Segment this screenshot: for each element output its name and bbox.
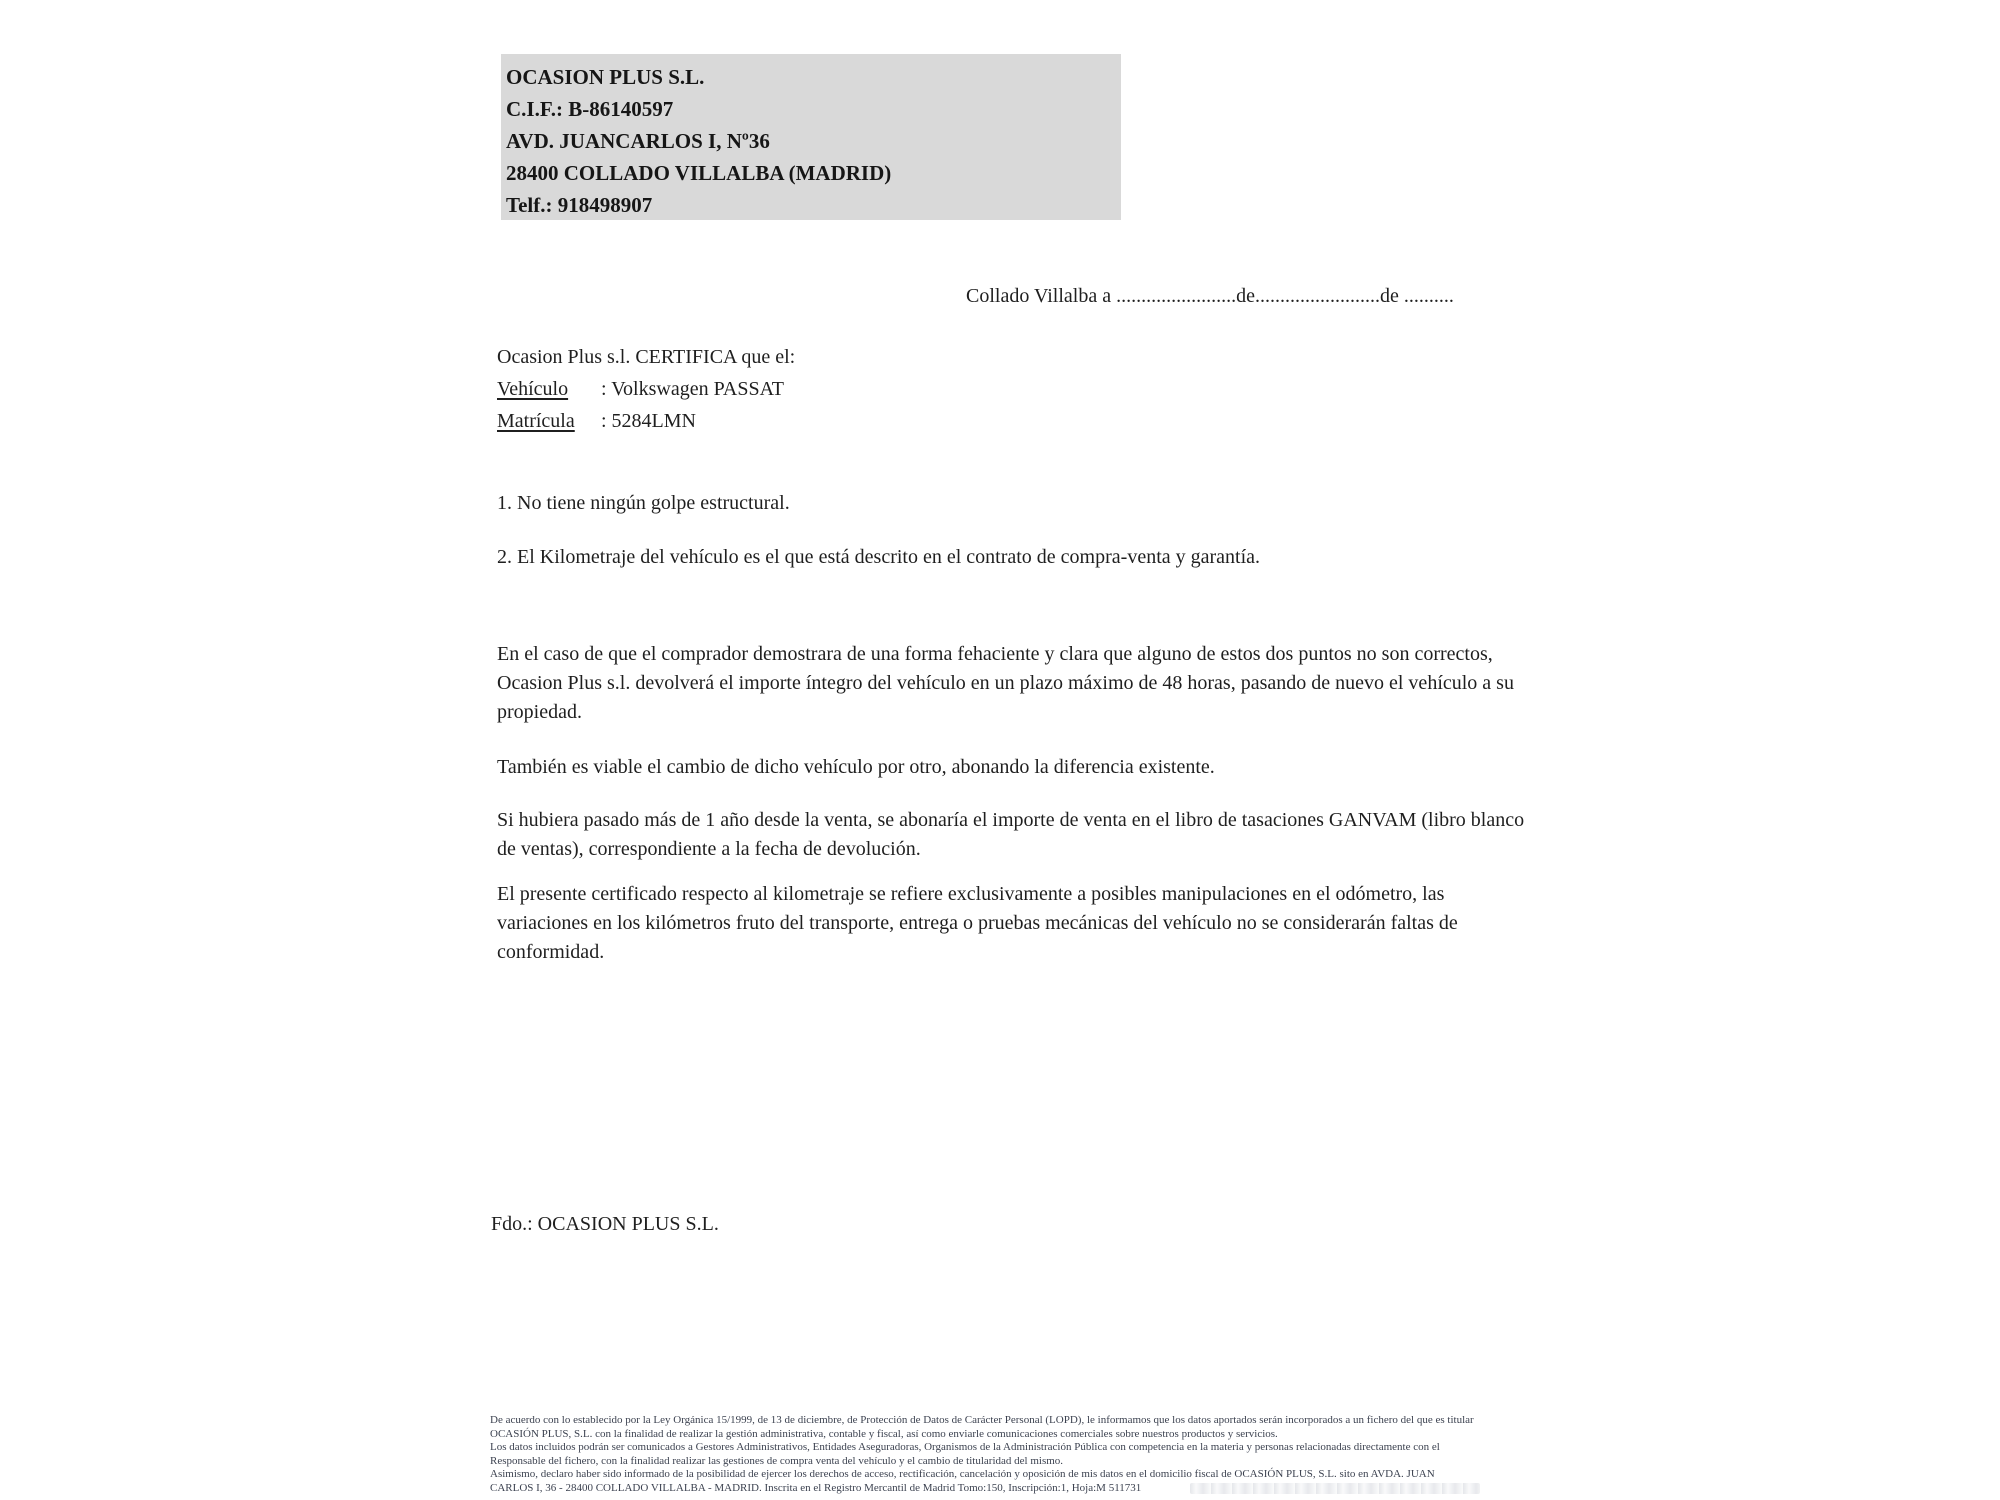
legal-line: OCASIÓN PLUS, S.L. con la finalidad de realizar la gestión administrativa, contable y fiscal, así como enviarle comunicaciones comerciales sobre nuestros productos y servicios.	[490, 1427, 1278, 1440]
certified-point-1: 1. No tiene ningún golpe estructural.	[497, 492, 790, 514]
legal-line: Responsable del fichero, con la finalidad realizar las gestiones de compra venta del vehículo y el cambio de titularidad del mismo.	[490, 1454, 1064, 1467]
date-fill-in-line: Collado Villalba a ........................de.........................de ..........	[966, 285, 1454, 307]
certificate-intro: Ocasion Plus s.l. CERTIFICA que el:	[497, 346, 796, 368]
paragraph-exchange: También es viable el cambio de dicho vehículo por otro, abonando la diferencia existente.	[497, 756, 1215, 778]
paragraph-ganvam: Si hubiera pasado más de 1 año desde la venta, se abonaría el importe de venta en el libro de tasaciones GANVAM (libro blanco de ventas), correspondiente a la fecha de devolución.	[497, 809, 1525, 860]
company-name: OCASION PLUS S.L.	[506, 65, 705, 89]
signature-line: Fdo.: OCASION PLUS S.L.	[491, 1213, 719, 1235]
vehicle-value: : Volkswagen PASSAT	[601, 378, 785, 400]
certified-point-2: 2. El Kilometraje del vehículo es el que está descrito en el contrato de compra-venta y garantía.	[497, 546, 1261, 568]
plate-label-wrap	[497, 410, 601, 433]
vehicle-row	[497, 378, 784, 401]
vehicle-label-wrap	[497, 378, 601, 401]
company-address: AVD. JUANCARLOS I, Nº36	[506, 129, 770, 153]
company-phone: Telf.: 918498907	[506, 193, 653, 217]
company-city: 28400 COLLADO VILLALBA (MADRID)	[506, 161, 892, 185]
legal-line: De acuerdo con lo establecido por la Ley Orgánica 15/1999, de 13 de diciembre, de Protección de Datos de Carácter Personal (LOPD), le informamos que los datos aportados serán incorporados a un fichero del que es titular	[490, 1414, 1474, 1426]
legal-line: Asimismo, declaro haber sido informado de la posibilidad de ejercer los derechos de acceso, rectificación, cancelación y oposición de mis datos en el domicilio fiscal de OCASIÓN PLUS, S.L. sito en AVDA. JUAN	[490, 1468, 1435, 1480]
legal-line: CARLOS I, 36 - 28400 COLLADO VILLALBA - MADRID. Inscrita en el Registro Mercantil de Madrid Tomo:150, Inscripción:1, Hoja:M 511731	[490, 1481, 1142, 1494]
scan-artifact	[1190, 1483, 1480, 1494]
company-header-block	[501, 54, 1121, 220]
plate-row	[497, 410, 696, 433]
legal-line: Los datos incluidos podrán ser comunicados a Gestores Administrativos, Entidades Aseguradoras, Organismos de la Administración Pública con competencia en la materia y personas relacionadas directamente con el	[490, 1441, 1440, 1453]
company-cif: C.I.F.: B-86140597	[506, 97, 674, 121]
paragraph-odometer: El presente certificado respecto al kilometraje se refiere exclusivamente a posibles manipulaciones en el odómetro, las variaciones en los kilómetros fruto del transporte, entrega o pruebas mecánicas del vehículo no se considerarán faltas de conformidad.	[497, 883, 1458, 963]
plate-value: : 5284LMN	[601, 410, 696, 432]
plate-label: Matrícula	[497, 410, 575, 432]
paragraph-refund: En el caso de que el comprador demostrara de una forma fehaciente y clara que alguno de estos dos puntos no son correctos, Ocasion Plus s.l. devolverá el importe íntegro del vehículo en un plazo máximo de 48 horas, pasando de nuevo el vehículo a su propiedad.	[497, 643, 1514, 723]
vehicle-label: Vehículo	[497, 378, 569, 400]
